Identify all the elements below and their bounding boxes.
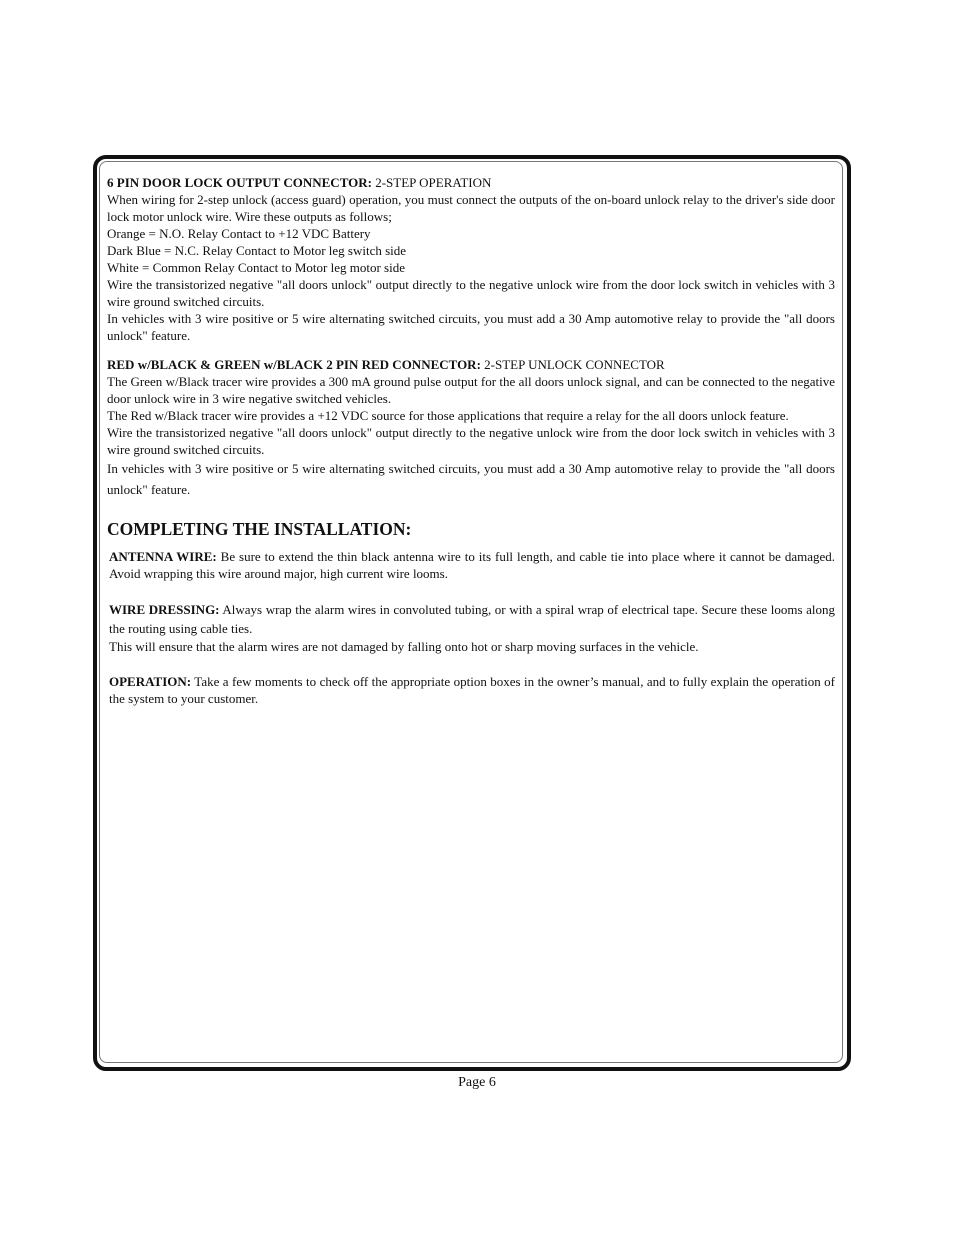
section-heading-sub: 2-STEP OPERATION: [371, 175, 492, 190]
section-heading-sub: 2-STEP UNLOCK CONNECTOR: [480, 357, 665, 372]
section-heading-bold: RED w/BLACK & GREEN w/BLACK 2 PIN RED CONNECTOR:: [107, 357, 481, 372]
paragraph: Wire the transistorized negative "all doors unlock" output directly to the negative unlock wire from the door lock switch in vehicles with 3 wire ground switched circuits.: [107, 425, 835, 457]
section-heading: [107, 174, 835, 191]
antenna-wire-label: ANTENNA WIRE:: [109, 549, 217, 564]
operation-paragraph: [109, 673, 835, 707]
wire-dressing-label: WIRE DRESSING:: [109, 602, 220, 617]
operation-label: OPERATION:: [109, 674, 192, 689]
wire-dressing-paragraph-2: This will ensure that the alarm wires are not damaged by falling onto hot or sharp moving surfaces in the vehicle.: [109, 639, 699, 654]
paragraph: Wire the transistorized negative "all doors unlock" output directly to the negative unlock wire from the door lock switch in vehicles with 3 wire ground switched circuits.: [107, 277, 835, 309]
paragraph: The Red w/Black tracer wire provides a +12 VDC source for those applications that require a relay for the all doors unlock feature.: [107, 408, 789, 423]
paragraph: Dark Blue = N.C. Relay Contact to Motor leg switch side: [107, 243, 407, 258]
paragraph: White = Common Relay Contact to Motor leg motor side: [107, 260, 405, 275]
operation-text: Take a few moments to check off the appropriate option boxes in the owner’s manual, and to fully explain the operation of the system to your customer.: [109, 674, 835, 706]
antenna-wire-text: Be sure to extend the thin black antenna wire to its full length, and cable tie into place where it cannot be damaged. Avoid wrapping this wire around major, high current wire looms.: [109, 549, 835, 581]
section-heading-bold: 6 PIN DOOR LOCK OUTPUT CONNECTOR:: [107, 175, 372, 190]
paragraph: When wiring for 2-step unlock (access guard) operation, you must connect the outputs of the on-board unlock relay to the driver's side door lock motor unlock wire. Wire these outputs as follows;: [107, 192, 835, 224]
wire-dressing-text: Always wrap the alarm wires in convoluted tubing, or with a spiral wrap of electrical tape. Secure these looms along the routing using cable ties.: [109, 602, 835, 636]
completing-installation-title: COMPLETING THE INSTALLATION:: [107, 519, 412, 539]
unlock-connector-section: [107, 356, 835, 500]
section-heading: [107, 356, 835, 373]
completing-section: [107, 548, 835, 707]
antenna-wire-paragraph: [109, 548, 835, 582]
page-number: Page 6: [458, 1075, 496, 1090]
door-lock-output-section: [107, 174, 835, 344]
paragraph: Orange = N.O. Relay Contact to +12 VDC Battery: [107, 226, 371, 241]
paragraph: In vehicles with 3 wire positive or 5 wire alternating switched circuits, you must add a 30 Amp automotive relay to provide the "all doors unlock" feature.: [107, 461, 835, 497]
page-content: [107, 174, 835, 707]
wire-dressing-paragraph: [109, 600, 835, 638]
paragraph: The Green w/Black tracer wire provides a 300 mA ground pulse output for the all doors unlock signal, and can be connected to the negative door unlock wire in 3 wire negative switched vehicles.: [107, 374, 835, 406]
paragraph: In vehicles with 3 wire positive or 5 wire alternating switched circuits, you must add a 30 Amp automotive relay to provide the "all doors unlock" feature.: [107, 311, 835, 343]
